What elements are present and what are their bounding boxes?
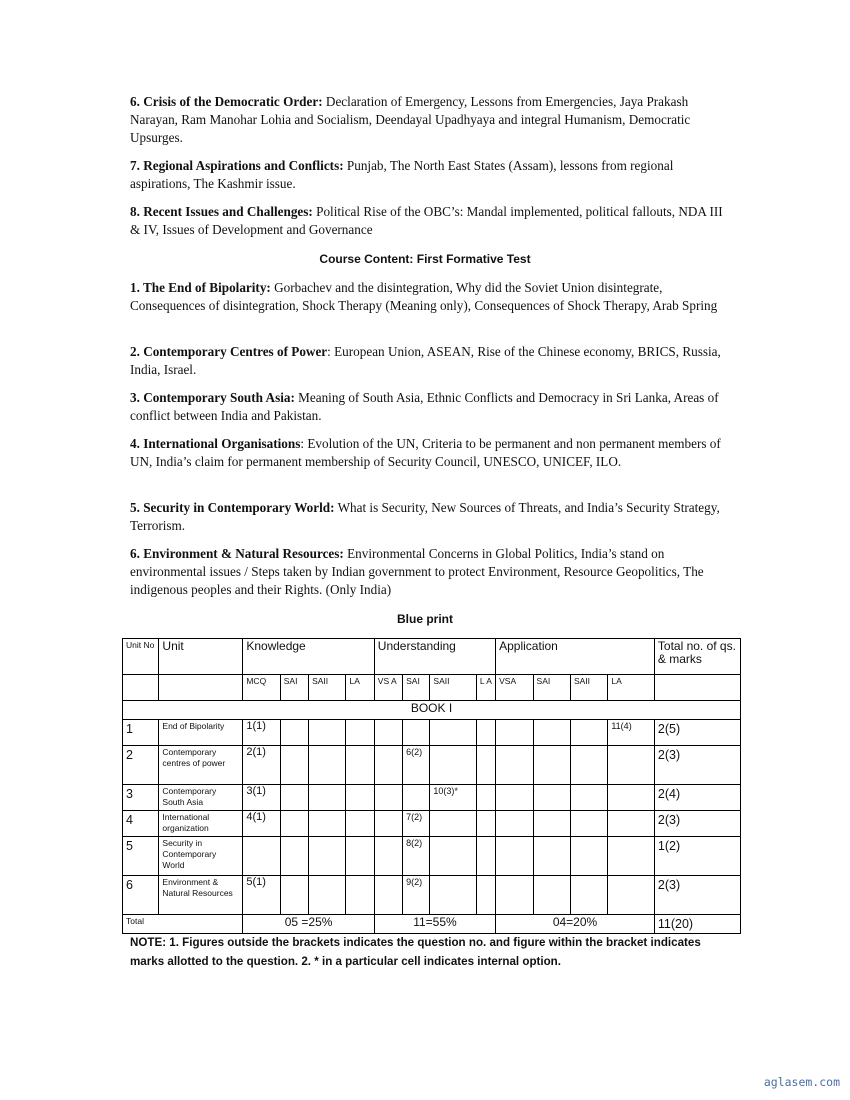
row-total-cell: 2(4) [654,785,740,811]
marks-cell [533,811,570,837]
book-label: BOOK I [123,701,741,720]
marks-cell [496,746,533,785]
marks-cell [570,876,607,915]
topic-title: 4. International Organisations [130,436,301,451]
topic-4 [130,435,730,471]
marks-cell [570,837,607,876]
marks-cell [533,785,570,811]
unit-no-cell: 2 [123,746,159,785]
section-title: 6. Crisis of the Democratic Order: [130,94,323,109]
section-8 [130,203,730,239]
blueprint-title: Blue print [397,612,453,626]
marks-cell [403,785,430,811]
table-row [123,785,741,811]
unit-no-cell: 4 [123,811,159,837]
total-header: Total no. of qs. & marks [654,639,740,675]
marks-cell [476,746,495,785]
section-text: Punjab, The North East States (Assam), lessons from regional aspirations, The Kashmir issue. [130,158,674,191]
marks-cell [309,720,346,746]
section-text: Political Rise of the OBC’s: Mandal implemented, political fallouts, NDA III & IV, Issues of Development and Governance [130,204,723,237]
marks-cell [608,837,655,876]
blank-cell [159,675,243,701]
topic-text: Meaning of South Asia, Ethnic Conflicts and Democracy in Sri Lanka, Areas of conflict between India and Pakistan. [130,390,719,423]
unit-no-cell: 1 [123,720,159,746]
marks-cell [533,746,570,785]
marks-cell: 4(1) [243,811,280,837]
marks-cell [608,876,655,915]
blank-cell [654,675,740,701]
unit-header: Unit [159,639,243,675]
unit-no-cell: 3 [123,785,159,811]
marks-cell: 11(4) [608,720,655,746]
table-row [123,837,741,876]
marks-cell [374,876,402,915]
marks-cell [374,746,402,785]
subheader-row [123,675,741,701]
marks-cell [374,811,402,837]
unit-name-cell: Security in Contemporary World [159,837,243,876]
table-row [123,746,741,785]
marks-cell: 2(1) [243,746,280,785]
marks-cell [346,746,374,785]
marks-cell [476,720,495,746]
topic-text: Environmental Concerns in Global Politics, India’s stand on environmental issues / Steps taken by Indian government to protect Environment, Resource Geopolitics, The indigenous peoples and their Rights. (Only India) [130,546,704,597]
marks-cell [243,837,280,876]
topic-text: : European Union, ASEAN, Rise of the Chinese economy, BRICS, Russia, India, Israel. [130,344,721,377]
subheader: SAI [533,675,570,701]
topic-text: Gorbachev and the disintegration, Why did the Soviet Union disintegrate, Consequences of disintegration, Shock Therapy (Meaning only), Consequences of Shock Therapy, Arab Spring [130,280,718,313]
section-title: 7. Regional Aspirations and Conflicts: [130,158,344,173]
marks-cell [430,837,477,876]
topic-title: 6. Environment & Natural Resources: [130,546,344,561]
marks-cell [476,785,495,811]
marks-cell [570,720,607,746]
topic-6 [130,545,730,599]
subheader: SAI [280,675,308,701]
marks-cell: 5(1) [243,876,280,915]
subheader: L A [476,675,495,701]
marks-cell [608,785,655,811]
subheader: SAI [403,675,430,701]
marks-cell [309,837,346,876]
understanding-header: Understanding [374,639,495,675]
marks-cell [346,811,374,837]
marks-cell [280,746,308,785]
course-content-heading: Course Content: First Formative Test [319,252,531,266]
table-row [123,811,741,837]
grand-total: 11(20) [654,915,740,934]
marks-cell [496,837,533,876]
marks-cell [309,785,346,811]
marks-cell [346,837,374,876]
topic-title: 2. Contemporary Centres of Power [130,344,328,359]
marks-cell [570,811,607,837]
marks-cell [280,785,308,811]
subheader: SAII [309,675,346,701]
marks-cell: 3(1) [243,785,280,811]
unit-name-cell: International organization [159,811,243,837]
row-total-cell: 2(3) [654,746,740,785]
marks-cell [309,746,346,785]
topic-title: 3. Contemporary South Asia: [130,390,295,405]
application-total: 04=20% [496,915,655,934]
subheader: SAII [430,675,477,701]
marks-cell [430,876,477,915]
blank-cell [123,675,159,701]
topic-text: : Evolution of the UN, Criteria to be permanent and non permanent members of UN, India’s claim for permanent membership of Security Council, UNESCO, UNICEF, ILO. [130,436,721,469]
knowledge-total: 05 =25% [243,915,374,934]
unit-name-cell: End of Bipolarity [159,720,243,746]
marks-cell [403,720,430,746]
row-total-cell: 2(5) [654,720,740,746]
note: NOTE: 1. Figures outside the brackets indicates the question no. and figure within the bracket indicates marks allotted to the question. 2. * in a particular cell indicates internal option. [130,936,701,968]
subheader: LA [346,675,374,701]
header-row [123,639,741,675]
marks-cell [280,837,308,876]
marks-cell [280,876,308,915]
book-row [123,701,741,720]
topic-1 [130,279,730,315]
marks-cell: 8(2) [403,837,430,876]
subheader: MCQ [243,675,280,701]
marks-cell [430,811,477,837]
total-label: Total [123,915,243,934]
topic-5 [130,499,730,535]
subheader: VSA [496,675,533,701]
subheader: SAII [570,675,607,701]
section-title: 8. Recent Issues and Challenges: [130,204,313,219]
unit-name-cell: Contemporary South Asia [159,785,243,811]
marks-cell [570,785,607,811]
unit-no-cell: 5 [123,837,159,876]
blueprint-rows [123,720,741,915]
marks-cell [496,785,533,811]
marks-cell [309,876,346,915]
marks-cell: 6(2) [403,746,430,785]
topic-title: 5. Security in Contemporary World: [130,500,335,515]
marks-cell [533,876,570,915]
row-total-cell: 2(3) [654,876,740,915]
marks-cell: 1(1) [243,720,280,746]
marks-cell [280,720,308,746]
section-7 [130,157,730,193]
marks-cell [430,746,477,785]
row-total-cell: 1(2) [654,837,740,876]
marks-cell [346,785,374,811]
marks-cell [608,746,655,785]
marks-cell [374,720,402,746]
unit-no-cell: 6 [123,876,159,915]
marks-cell [374,785,402,811]
subheader: LA [608,675,655,701]
marks-cell [346,720,374,746]
marks-cell [476,811,495,837]
marks-cell [533,837,570,876]
topic-3 [130,389,730,425]
watermark: aglasem.com [763,1075,840,1089]
section-6 [130,93,730,147]
marks-cell [476,837,495,876]
marks-cell [533,720,570,746]
understanding-total: 11=55% [374,915,495,934]
marks-cell [346,876,374,915]
marks-cell [280,811,308,837]
marks-cell [374,837,402,876]
subheader: VS A [374,675,402,701]
marks-cell [430,720,477,746]
marks-cell [496,876,533,915]
totals-row [123,915,741,934]
marks-cell: 7(2) [403,811,430,837]
row-total-cell: 2(3) [654,811,740,837]
topic-2 [130,343,730,379]
topic-title: 1. The End of Bipolarity: [130,280,271,295]
application-header: Application [496,639,655,675]
table-row [123,876,741,915]
marks-cell [608,811,655,837]
blueprint-table [122,638,741,934]
section-text: Declaration of Emergency, Lessons from Emergencies, Jaya Prakash Narayan, Ram Manohar Lohia and Socialism, Deendayal Upadhyaya and integral Humanism, Democratic Upsurges. [130,94,691,145]
marks-cell [496,811,533,837]
unit-no-header: Unit No [123,639,159,675]
marks-cell: 9(2) [403,876,430,915]
marks-cell [570,746,607,785]
knowledge-header: Knowledge [243,639,374,675]
topic-text: What is Security, New Sources of Threats, and India’s Security Strategy, Terrorism. [130,500,720,533]
marks-cell [476,876,495,915]
marks-cell [309,811,346,837]
marks-cell [496,720,533,746]
unit-name-cell: Contemporary centres of power [159,746,243,785]
table-row [123,720,741,746]
marks-cell: 10(3)* [430,785,477,811]
unit-name-cell: Environment & Natural Resources [159,876,243,915]
